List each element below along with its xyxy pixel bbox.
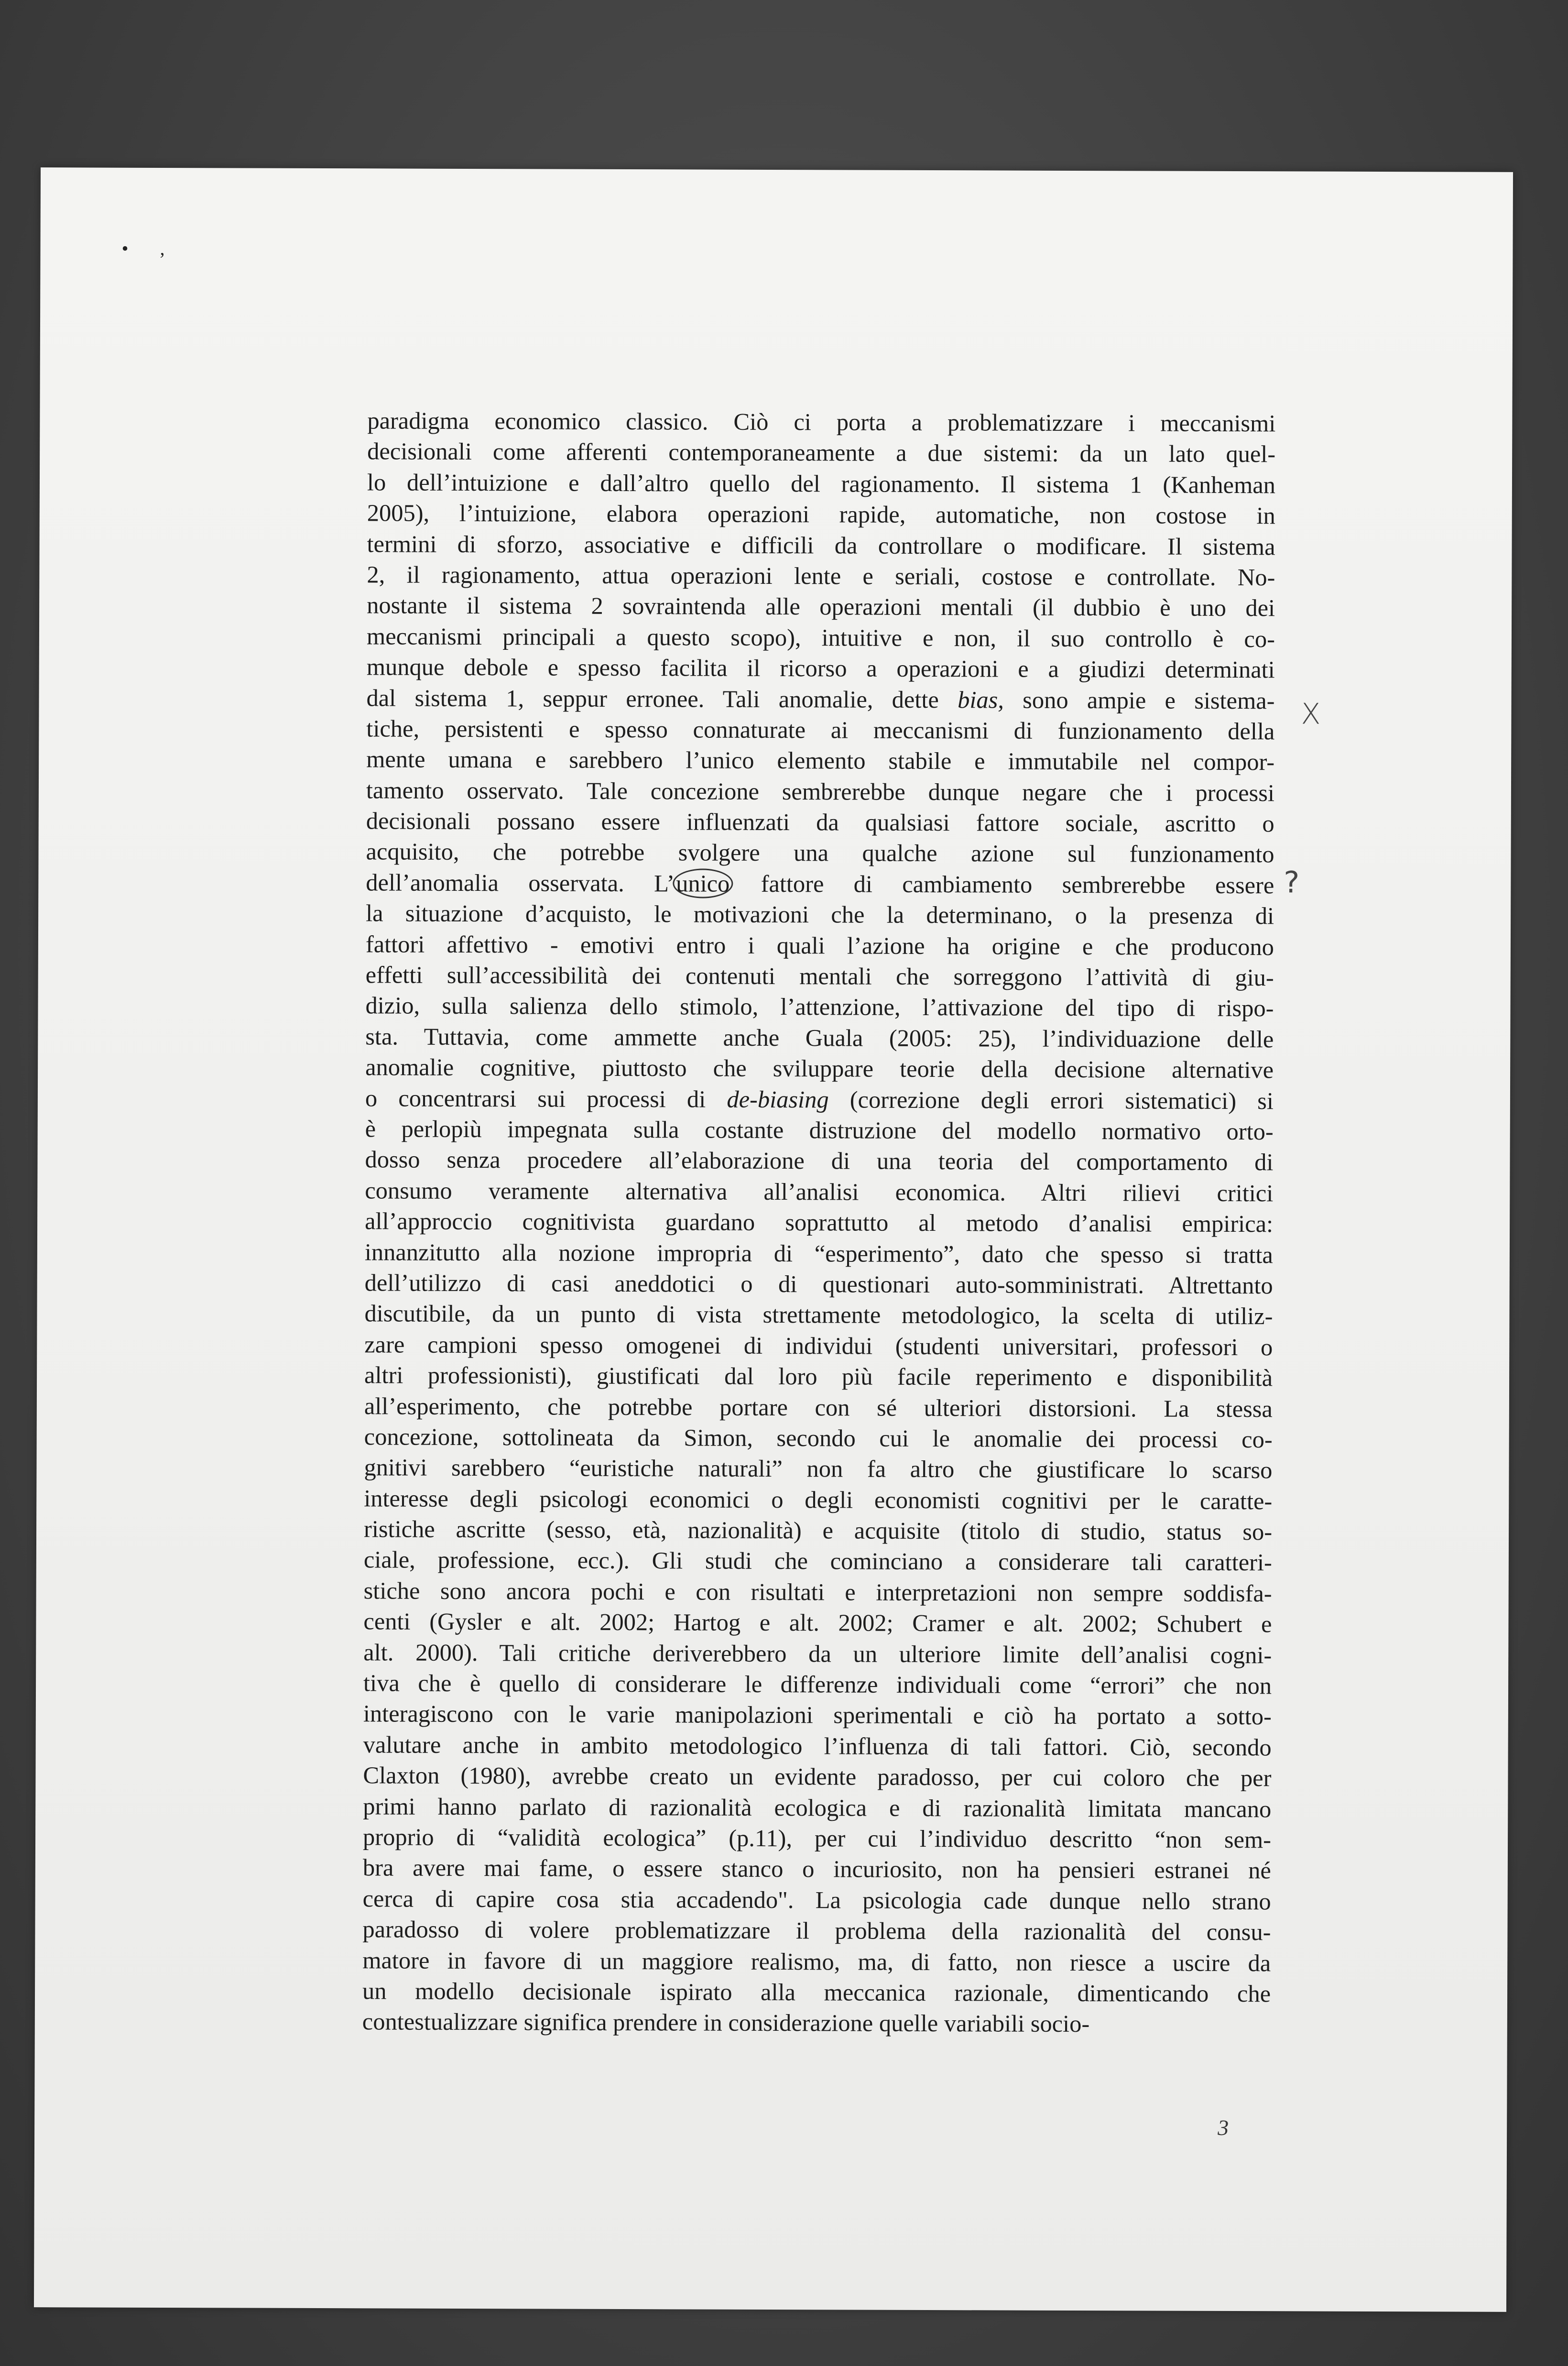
text-line: innanzitutto alla nozione impropria di “esperimento”, dato che spesso si tratta [364, 1238, 1273, 1268]
text-line: o concentrarsi sui processi di de-biasing (correzione degli errori sistematici) si [365, 1084, 1274, 1114]
text-line: un modello decisionale ispirato alla meccanica razionale, dimenticando che [362, 1977, 1271, 2007]
text-line: munque debole e spesso facilita il ricorso a operazioni e a giudizi determinati [366, 653, 1275, 683]
text-line: ciale, professione, ecc.). Gli studi che cominciano a considerare tali caratteri- [363, 1546, 1272, 1576]
margin-note-question: ? [1284, 865, 1300, 900]
text-line: altri professionisti), giustificati dal loro più facile reperimento e disponibilità [364, 1361, 1273, 1391]
text-line: meccanismi principali a questo scopo), intuitive e non, il suo controllo è co- [366, 623, 1275, 653]
text-line: la situazione d’acquisto, le motivazioni che la determinano, o la presenza di [366, 899, 1274, 930]
text-line: fattori affettivo - emotivi entro i quali l’azione ha origine e che producono [365, 930, 1274, 960]
text-line: contestualizzare significa prendere in considerazione quelle variabili socio- [362, 2008, 1090, 2037]
text-line: bra avere mai fame, o essere stanco o incuriosito, non ha pensieri estranei né [362, 1854, 1271, 1884]
text-line: stiche sono ancora pochi e con risultati e interpretazioni non sempre soddisfa- [363, 1577, 1272, 1607]
text-line: acquisito, che potrebbe svolgere una qualche azione sul funzionamento [366, 838, 1274, 868]
text-line: matore in favore di un maggiore realismo, ma, di fatto, non riesce a uscire da [362, 1946, 1271, 1976]
text-line: cerca di capire cosa stia accadendo". La psicologia cade dunque nello strano [362, 1885, 1271, 1915]
text-line: dosso senza procedere all’elaborazione di una teoria del comportamento di [365, 1146, 1274, 1176]
text-line: proprio di “validità ecologica” (p.11), per cui l’individuo descritto “non sem- [362, 1823, 1272, 1853]
text-line: zare campioni spesso omogenei di individui (studenti universitari, professori o [364, 1331, 1273, 1361]
text-line: centi (Gysler e alt. 2002; Hartog e alt. 2002; Cramer e alt. 2002; Schubert e [363, 1608, 1272, 1638]
body-paragraph [362, 405, 1276, 2040]
text-line: all’approccio cognitivista guardano soprattutto al metodo d’analisi empirica: [365, 1207, 1274, 1238]
stray-pen-mark: • , [121, 237, 178, 260]
text-line: all’esperimento, che potrebbe portare con sé ulteriori distorsioni. La stessa [364, 1392, 1273, 1422]
text-line: sta. Tuttavia, come ammette anche Guala (2005: 25), l’individuazione delle [365, 1023, 1274, 1053]
text-line: discutibile, da un punto di vista strettamente metodologico, la scelta di utiliz- [364, 1300, 1273, 1330]
text-line: Claxton (1980), avrebbe creato un evidente paradosso, per cui coloro che per [363, 1762, 1272, 1792]
text-line: primi hanno parlato di razionalità ecologica e di razionalità limitata mancano [363, 1792, 1272, 1822]
page-number: 3 [1218, 2115, 1229, 2140]
text-line: dell’utilizzo di casi aneddotici o di questionari auto-somministrati. Altrettanto [364, 1269, 1273, 1299]
text-line: lo dell’intuizione e dall’altro quello del ragionamento. Il sistema 1 (Kanheman [367, 469, 1276, 499]
text-line: paradosso di volere problematizzare il problema della razionalità del consu- [362, 1916, 1271, 1946]
text-line: tiche, persistenti e spesso connaturate ai meccanismi di funzionamento della [366, 715, 1275, 745]
text-line: termini di sforzo, associative e difficili da controllare o modificare. Il sistema [367, 530, 1275, 560]
text-line: è perlopiù impegnata sulla costante distruzione del modello normativo orto- [365, 1115, 1274, 1145]
text-line: 2, il ragionamento, attua operazioni lente e seriali, costose e controllate. No- [367, 561, 1275, 591]
italic-term: de-biasing [727, 1085, 829, 1113]
text-line: interesse degli psicologi economici o degli economisti cognitivi per le caratte- [364, 1484, 1273, 1514]
text-line: dell’anomalia osservata. L’unico fattore di cambiamento sembrerebbe essere [366, 869, 1274, 899]
text-line: tamento osservato. Tale concezione sembrerebbe dunque negare che i processi [366, 777, 1275, 806]
text-line: mente umana e sarebbero l’unico elemento stabile e immutabile nel compor- [366, 745, 1275, 776]
text-line: nostante il sistema 2 sovraintenda alle operazioni mentali (il dubbio è uno dei [367, 592, 1275, 622]
text-line: gnitivi sarebbero “euristiche naturali” non fa altro che giustificare lo scarso [364, 1454, 1273, 1484]
text-line: paradigma economico classico. Ciò ci porta a problematizzare i meccanismi [367, 407, 1276, 437]
text-line: dal sistema 1, seppur erronee. Tali anomalie, dette bias, sono ampie e sistema- [366, 684, 1275, 714]
text-line: valutare anche in ambito metodologico l’influenza di tali fattori. Ciò, secondo [363, 1731, 1272, 1761]
text-line: consumo veramente alternativa all’analisi economica. Altri rilievi critici [365, 1177, 1274, 1207]
text-line: tiva che è quello di considerare le differenze individuali come “errori” che non [363, 1669, 1272, 1699]
text-line: effetti sull’accessibilità dei contenuti mentali che sorreggono l’attività di giu- [365, 961, 1274, 991]
italic-term: bias, [958, 686, 1004, 713]
text-line: concezione, sottolineata da Simon, secondo cui le anomalie dei processi co- [364, 1423, 1273, 1453]
text-line: anomalie cognitive, piuttosto che sviluppare teorie della decisione alternative [365, 1053, 1274, 1084]
text-line: ristiche ascritte (sesso, età, nazionalità) e acquisite (titolo di studio, status so- [364, 1515, 1273, 1545]
text-line: decisionali come afferenti contemporaneamente a due sistemi: da un lato quel- [367, 438, 1276, 468]
text-line: decisionali possano essere influenzati da qualsiasi fattore sociale, ascritto o [366, 807, 1274, 837]
margin-note-cross: X [1301, 697, 1321, 731]
text-line: dizio, sulla salienza dello stimolo, l’attenzione, l’attivazione del tipo di rispo- [365, 992, 1274, 1022]
circled-word: unico [673, 868, 733, 898]
text-line: 2005), l’intuizione, elabora operazioni rapide, automatiche, non costose in [367, 499, 1275, 529]
text-line: interagiscono con le varie manipolazioni sperimentali e ciò ha portato a sotto- [363, 1700, 1272, 1730]
paper-sheet [34, 167, 1513, 2312]
text-line: alt. 2000). Tali critiche deriverebbero da un ulteriore limite dell’analisi cogni- [363, 1638, 1272, 1668]
